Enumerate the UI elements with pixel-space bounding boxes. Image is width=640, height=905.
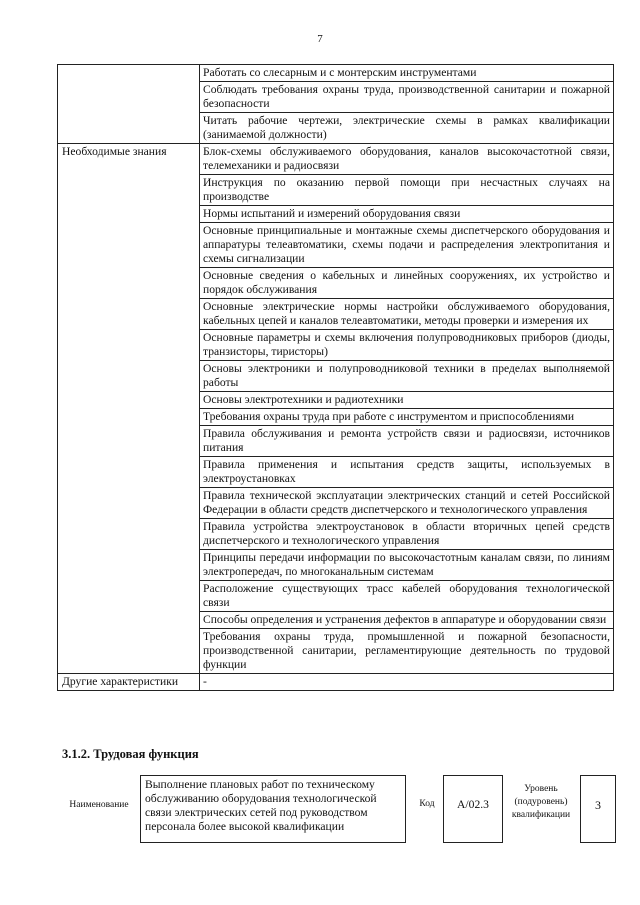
table-row bbox=[58, 144, 614, 175]
labor-function-table bbox=[60, 775, 620, 847]
requirement-item: Способы определения и устранения дефектов в аппаратуре и оборудовании связи bbox=[200, 612, 614, 629]
requirement-item: Основы электротехники и радиотехники bbox=[200, 392, 614, 409]
knowledge-label: Необходимые знания bbox=[58, 144, 200, 674]
requirement-item: Основные параметры и схемы включения полупроводниковых приборов (диоды, транзисторы, тиристоры) bbox=[200, 330, 614, 361]
requirement-item: Правила технической эксплуатации электрических станций и сетей Российской Федерации в области средств диспетчерского и технологического управления bbox=[200, 488, 614, 519]
requirement-item: Правила устройства электроустановок в области вторичных цепей средств диспетчерского и технологического управления bbox=[200, 519, 614, 550]
page-number: 7 bbox=[317, 33, 323, 45]
requirement-item: Основные электрические нормы настройки обслуживаемого оборудования, кабельных цепей и каналов телеавтоматики, методы проверки и измерения их bbox=[200, 299, 614, 330]
function-code-value: A/02.3 bbox=[443, 775, 503, 843]
requirement-item: Читать рабочие чертежи, электрические схемы в рамках квалификации (занимаемой должности) bbox=[200, 113, 614, 144]
qualification-level-value: 3 bbox=[580, 775, 616, 843]
requirement-item: Работать со слесарным и с монтерским инструментами bbox=[200, 65, 614, 82]
qualification-level-label: Уровень (подуровень) квалификации bbox=[511, 784, 571, 820]
requirements-table bbox=[57, 64, 614, 691]
table-row bbox=[58, 674, 614, 691]
requirement-item: Блок-схемы обслуживаемого оборудования, каналов высокочастотной связи, телемеханики и радиосвязи bbox=[200, 144, 614, 175]
requirement-item: - bbox=[200, 674, 614, 691]
requirement-item: Принципы передачи информации по высокочастотным каналам связи, по линиям электропередач, по многоканальным системам bbox=[200, 550, 614, 581]
requirement-item: Нормы испытаний и измерений оборудования связи bbox=[200, 206, 614, 223]
requirement-item: Требования охраны труда при работе с инструментом и приспособлениями bbox=[200, 409, 614, 426]
requirement-item: Основные сведения о кабельных и линейных сооружениях, их устройство и порядок обслуживания bbox=[200, 268, 614, 299]
requirement-item: Основные принципиальные и монтажные схемы диспетчерского оборудования и аппаратуры телеавтоматики, схемы подачи и распределения электропитания и схемы сигнализации bbox=[200, 223, 614, 268]
name-label: Наименование bbox=[69, 800, 129, 810]
function-name-value: Выполнение плановых работ по техническому обслуживанию оборудования технологической связи электрических сетей под руководством персонала более высокой квалификации bbox=[140, 775, 406, 843]
requirement-item: Расположение существующих трасс кабелей оборудования технологической связи bbox=[200, 581, 614, 612]
other-label: Другие характеристики bbox=[58, 674, 200, 691]
requirement-item: Правила обслуживания и ремонта устройств связи и радиосвязи, источников питания bbox=[200, 426, 614, 457]
requirement-item: Правила применения и испытания средств защиты, используемых в электроустановках bbox=[200, 457, 614, 488]
requirement-item: Соблюдать требования охраны труда, производственной санитарии и пожарной безопасности bbox=[200, 82, 614, 113]
requirement-item: Основы электроники и полупроводниковой техники в пределах выполняемой работы bbox=[200, 361, 614, 392]
skills-label-cell bbox=[58, 65, 200, 144]
requirement-item: Требования охраны труда, промышленной и пожарной безопасности, производственной санитарии, регламентирующие деятельность по трудовой функции bbox=[200, 629, 614, 674]
requirement-item: Инструкция по оказанию первой помощи при несчастных случаях на производстве bbox=[200, 175, 614, 206]
table-row bbox=[58, 65, 614, 82]
section-heading: 3.1.2. Трудовая функция bbox=[62, 747, 199, 761]
code-label: Код bbox=[419, 799, 435, 809]
